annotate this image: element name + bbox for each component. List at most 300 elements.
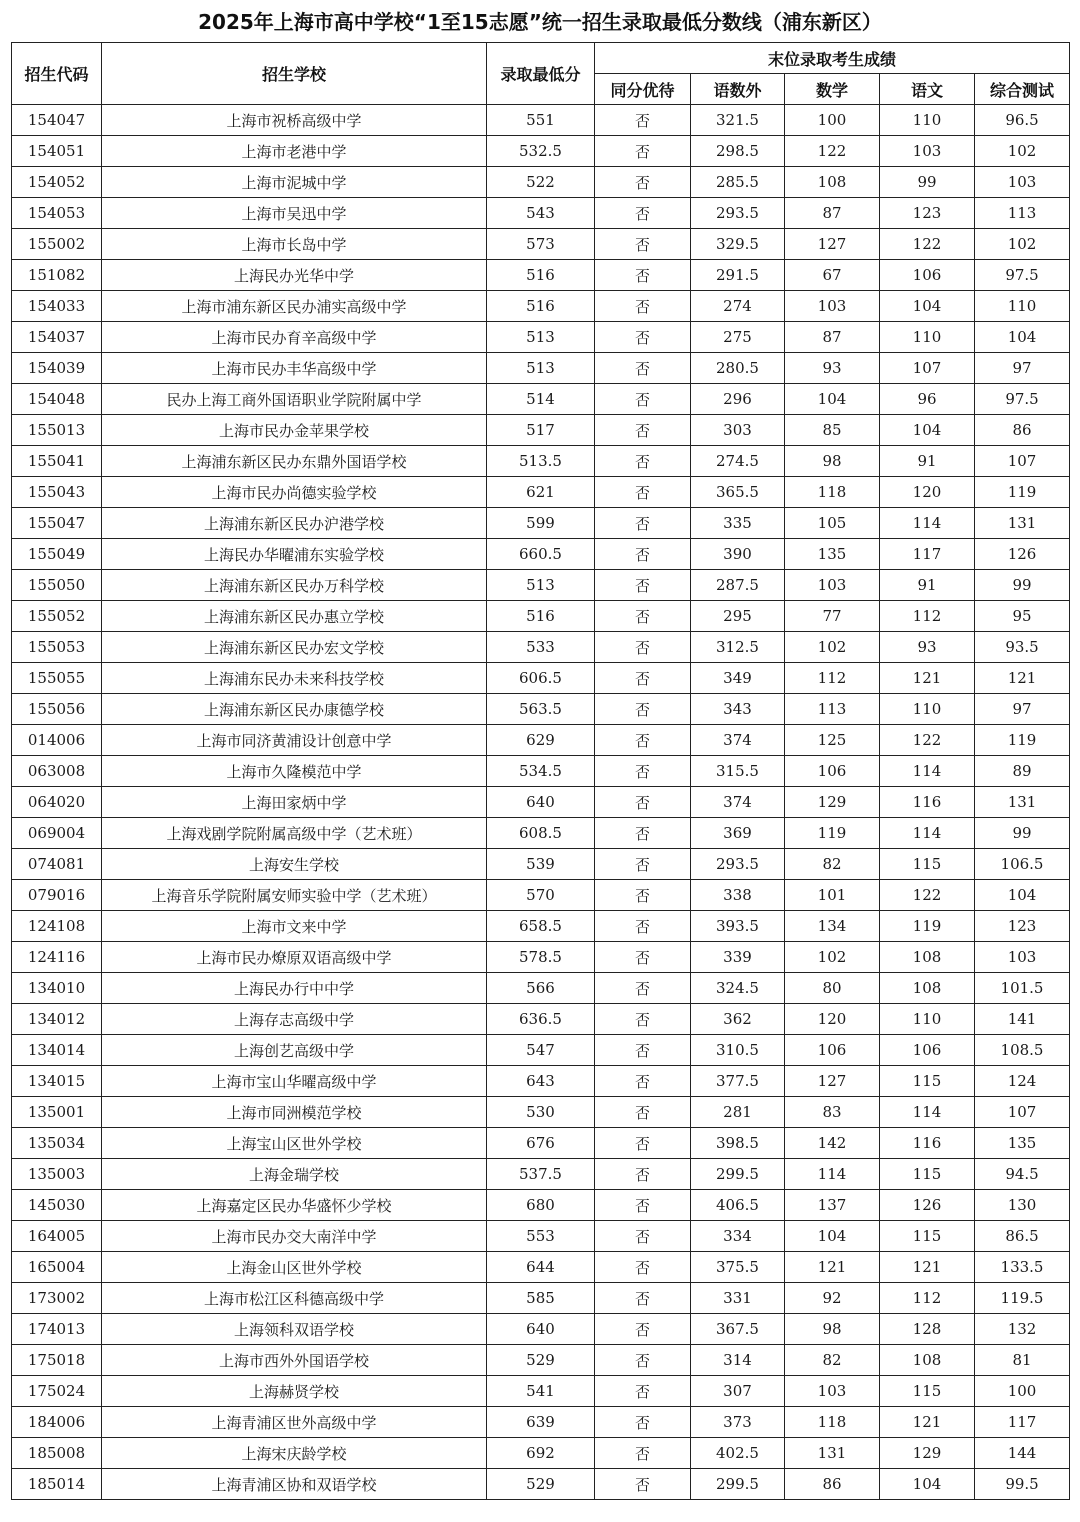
cell-min-score: 692 (487, 1438, 595, 1469)
cell-code: 151082 (12, 260, 102, 291)
cell-math: 98 (785, 1314, 880, 1345)
cell-chinese: 93 (880, 632, 975, 663)
cell-math: 131 (785, 1438, 880, 1469)
cell-chinese-math-english: 274 (691, 291, 785, 322)
cell-code: 155052 (12, 601, 102, 632)
cell-chinese-math-english: 315.5 (691, 756, 785, 787)
cell-tie-priority: 否 (595, 353, 691, 384)
cell-chinese: 107 (880, 353, 975, 384)
cell-min-score: 553 (487, 1221, 595, 1252)
cell-tie-priority: 否 (595, 1438, 691, 1469)
cell-code: 175018 (12, 1345, 102, 1376)
cell-math: 125 (785, 725, 880, 756)
table-header (12, 43, 1070, 105)
cell-comprehensive-test: 133.5 (975, 1252, 1070, 1283)
cell-code: 074081 (12, 849, 102, 880)
cell-comprehensive-test: 99.5 (975, 1469, 1070, 1500)
cell-comprehensive-test: 126 (975, 539, 1070, 570)
cell-chinese: 104 (880, 1469, 975, 1500)
cell-school: 上海民办华曜浦东实验学校 (102, 539, 487, 570)
cell-code: 155002 (12, 229, 102, 260)
cell-code: 155049 (12, 539, 102, 570)
cell-min-score: 529 (487, 1469, 595, 1500)
cell-school: 上海市文来中学 (102, 911, 487, 942)
cell-school: 上海宋庆龄学校 (102, 1438, 487, 1469)
cell-comprehensive-test: 100 (975, 1376, 1070, 1407)
header-comprehensive-test: 综合测试 (975, 74, 1070, 105)
cell-school: 上海市民办育辛高级中学 (102, 322, 487, 353)
cell-code: 154048 (12, 384, 102, 415)
cell-comprehensive-test: 95 (975, 601, 1070, 632)
table-row (12, 632, 1070, 663)
cell-chinese-math-english: 291.5 (691, 260, 785, 291)
table-body (12, 105, 1070, 1500)
page-title: 2025年上海市高中学校“1至15志愿”统一招生录取最低分数线（浦东新区） (198, 10, 882, 34)
cell-school: 上海民办行中中学 (102, 973, 487, 1004)
cell-code: 145030 (12, 1190, 102, 1221)
cell-school: 上海市吴迅中学 (102, 198, 487, 229)
cell-code: 134012 (12, 1004, 102, 1035)
cell-tie-priority: 否 (595, 1066, 691, 1097)
cell-tie-priority: 否 (595, 539, 691, 570)
cell-chinese: 104 (880, 415, 975, 446)
cell-school: 上海音乐学院附属安师实验中学（艺术班） (102, 880, 487, 911)
cell-math: 106 (785, 1035, 880, 1066)
cell-math: 137 (785, 1190, 880, 1221)
cell-math: 102 (785, 942, 880, 973)
cell-chinese-math-english: 298.5 (691, 136, 785, 167)
cell-comprehensive-test: 86 (975, 415, 1070, 446)
cell-code: 155055 (12, 663, 102, 694)
cell-math: 92 (785, 1283, 880, 1314)
cell-min-score: 660.5 (487, 539, 595, 570)
cell-comprehensive-test: 110 (975, 291, 1070, 322)
cell-chinese-math-english: 295 (691, 601, 785, 632)
cell-school: 上海浦东新区民办东鼎外国语学校 (102, 446, 487, 477)
cell-math: 101 (785, 880, 880, 911)
cell-chinese-math-english: 362 (691, 1004, 785, 1035)
cell-comprehensive-test: 121 (975, 663, 1070, 694)
cell-tie-priority: 否 (595, 508, 691, 539)
cell-chinese-math-english: 375.5 (691, 1252, 785, 1283)
cell-tie-priority: 否 (595, 787, 691, 818)
cell-chinese: 115 (880, 1376, 975, 1407)
cell-comprehensive-test: 81 (975, 1345, 1070, 1376)
cell-comprehensive-test: 130 (975, 1190, 1070, 1221)
cell-chinese: 122 (880, 725, 975, 756)
cell-tie-priority: 否 (595, 229, 691, 260)
cell-min-score: 534.5 (487, 756, 595, 787)
cell-math: 113 (785, 694, 880, 725)
cell-comprehensive-test: 107 (975, 1097, 1070, 1128)
cell-min-score: 621 (487, 477, 595, 508)
cell-code: 014006 (12, 725, 102, 756)
table-row (12, 1128, 1070, 1159)
table-row (12, 756, 1070, 787)
cell-chinese-math-english: 293.5 (691, 849, 785, 880)
cell-min-score: 516 (487, 601, 595, 632)
header-chinese-math-english: 语数外 (691, 74, 785, 105)
cell-chinese-math-english: 303 (691, 415, 785, 446)
cell-chinese: 119 (880, 911, 975, 942)
cell-chinese: 104 (880, 291, 975, 322)
cell-chinese-math-english: 377.5 (691, 1066, 785, 1097)
cell-school: 上海存志高级中学 (102, 1004, 487, 1035)
cell-comprehensive-test: 99 (975, 570, 1070, 601)
header-math: 数学 (785, 74, 880, 105)
cell-comprehensive-test: 132 (975, 1314, 1070, 1345)
table-row (12, 1252, 1070, 1283)
cell-tie-priority: 否 (595, 477, 691, 508)
cell-chinese: 121 (880, 1407, 975, 1438)
cell-comprehensive-test: 96.5 (975, 105, 1070, 136)
cell-tie-priority: 否 (595, 849, 691, 880)
cell-min-score: 547 (487, 1035, 595, 1066)
cell-math: 102 (785, 632, 880, 663)
cell-chinese: 116 (880, 1128, 975, 1159)
cell-code: 154052 (12, 167, 102, 198)
cell-min-score: 578.5 (487, 942, 595, 973)
cell-comprehensive-test: 97 (975, 353, 1070, 384)
cell-code: 134010 (12, 973, 102, 1004)
cell-math: 103 (785, 570, 880, 601)
admission-score-table (11, 42, 1070, 1500)
cell-chinese: 114 (880, 508, 975, 539)
table-row (12, 1469, 1070, 1500)
cell-tie-priority: 否 (595, 1097, 691, 1128)
table-row (12, 353, 1070, 384)
cell-min-score: 530 (487, 1097, 595, 1128)
table-row (12, 1376, 1070, 1407)
cell-school: 上海浦东新区民办沪港学校 (102, 508, 487, 539)
cell-chinese-math-english: 338 (691, 880, 785, 911)
cell-math: 86 (785, 1469, 880, 1500)
cell-chinese-math-english: 312.5 (691, 632, 785, 663)
header-code: 招生代码 (12, 43, 102, 105)
cell-tie-priority: 否 (595, 1128, 691, 1159)
cell-min-score: 563.5 (487, 694, 595, 725)
cell-tie-priority: 否 (595, 167, 691, 198)
cell-chinese-math-english: 324.5 (691, 973, 785, 1004)
cell-chinese-math-english: 365.5 (691, 477, 785, 508)
cell-math: 82 (785, 849, 880, 880)
cell-chinese: 112 (880, 1283, 975, 1314)
cell-chinese-math-english: 281 (691, 1097, 785, 1128)
cell-code: 173002 (12, 1283, 102, 1314)
cell-tie-priority: 否 (595, 663, 691, 694)
cell-code: 185014 (12, 1469, 102, 1500)
table-row (12, 105, 1070, 136)
table-row (12, 136, 1070, 167)
cell-chinese-math-english: 321.5 (691, 105, 785, 136)
cell-math: 121 (785, 1252, 880, 1283)
cell-tie-priority: 否 (595, 1190, 691, 1221)
cell-comprehensive-test: 89 (975, 756, 1070, 787)
cell-math: 83 (785, 1097, 880, 1128)
cell-math: 108 (785, 167, 880, 198)
cell-school: 上海市民办交大南洋中学 (102, 1221, 487, 1252)
cell-math: 118 (785, 477, 880, 508)
cell-tie-priority: 否 (595, 322, 691, 353)
cell-comprehensive-test: 104 (975, 322, 1070, 353)
cell-min-score: 513 (487, 322, 595, 353)
cell-school: 上海宝山区世外学校 (102, 1128, 487, 1159)
cell-math: 85 (785, 415, 880, 446)
cell-chinese: 110 (880, 105, 975, 136)
cell-min-score: 570 (487, 880, 595, 911)
cell-code: 184006 (12, 1407, 102, 1438)
cell-tie-priority: 否 (595, 1252, 691, 1283)
cell-tie-priority: 否 (595, 384, 691, 415)
cell-code: 154047 (12, 105, 102, 136)
cell-chinese: 96 (880, 384, 975, 415)
cell-math: 80 (785, 973, 880, 1004)
table-row (12, 1345, 1070, 1376)
cell-min-score: 533 (487, 632, 595, 663)
cell-tie-priority: 否 (595, 1314, 691, 1345)
table-row (12, 1004, 1070, 1035)
cell-math: 118 (785, 1407, 880, 1438)
cell-chinese: 122 (880, 229, 975, 260)
cell-tie-priority: 否 (595, 880, 691, 911)
header-last-admitted-group: 末位录取考生成绩 (595, 43, 1070, 74)
cell-chinese: 91 (880, 446, 975, 477)
table-row (12, 942, 1070, 973)
cell-school: 上海青浦区协和双语学校 (102, 1469, 487, 1500)
cell-code: 135003 (12, 1159, 102, 1190)
cell-tie-priority: 否 (595, 446, 691, 477)
table-row (12, 1097, 1070, 1128)
cell-chinese-math-english: 374 (691, 725, 785, 756)
cell-code: 154037 (12, 322, 102, 353)
cell-code: 064020 (12, 787, 102, 818)
cell-tie-priority: 否 (595, 1035, 691, 1066)
cell-min-score: 522 (487, 167, 595, 198)
table-row (12, 198, 1070, 229)
cell-chinese: 126 (880, 1190, 975, 1221)
cell-math: 127 (785, 229, 880, 260)
cell-min-score: 537.5 (487, 1159, 595, 1190)
cell-chinese: 128 (880, 1314, 975, 1345)
cell-code: 155050 (12, 570, 102, 601)
cell-code: 154051 (12, 136, 102, 167)
cell-chinese: 115 (880, 849, 975, 880)
cell-school: 上海市西外外国语学校 (102, 1345, 487, 1376)
cell-min-score: 643 (487, 1066, 595, 1097)
cell-tie-priority: 否 (595, 818, 691, 849)
cell-math: 127 (785, 1066, 880, 1097)
table-row (12, 787, 1070, 818)
cell-min-score: 541 (487, 1376, 595, 1407)
cell-chinese: 116 (880, 787, 975, 818)
cell-chinese-math-english: 402.5 (691, 1438, 785, 1469)
cell-min-score: 513 (487, 353, 595, 384)
cell-min-score: 608.5 (487, 818, 595, 849)
cell-code: 154053 (12, 198, 102, 229)
cell-school: 上海市同洲模范学校 (102, 1097, 487, 1128)
cell-chinese-math-english: 293.5 (691, 198, 785, 229)
table-row (12, 446, 1070, 477)
cell-chinese-math-english: 374 (691, 787, 785, 818)
cell-code: 175024 (12, 1376, 102, 1407)
cell-comprehensive-test: 119.5 (975, 1283, 1070, 1314)
cell-min-score: 516 (487, 260, 595, 291)
cell-chinese-math-english: 299.5 (691, 1159, 785, 1190)
cell-math: 120 (785, 1004, 880, 1035)
cell-math: 77 (785, 601, 880, 632)
cell-school: 上海市宝山华曜高级中学 (102, 1066, 487, 1097)
cell-min-score: 636.5 (487, 1004, 595, 1035)
cell-min-score: 543 (487, 198, 595, 229)
table-row (12, 570, 1070, 601)
cell-tie-priority: 否 (595, 570, 691, 601)
cell-school: 上海戏剧学院附属高级中学（艺术班） (102, 818, 487, 849)
cell-math: 67 (785, 260, 880, 291)
cell-school: 上海市浦东新区民办浦实高级中学 (102, 291, 487, 322)
cell-chinese-math-english: 285.5 (691, 167, 785, 198)
cell-tie-priority: 否 (595, 1345, 691, 1376)
table-row (12, 508, 1070, 539)
cell-chinese-math-english: 274.5 (691, 446, 785, 477)
cell-chinese: 122 (880, 880, 975, 911)
cell-comprehensive-test: 93.5 (975, 632, 1070, 663)
cell-school: 上海金瑞学校 (102, 1159, 487, 1190)
cell-min-score: 640 (487, 1314, 595, 1345)
cell-code: 164005 (12, 1221, 102, 1252)
table-row (12, 694, 1070, 725)
cell-min-score: 629 (487, 725, 595, 756)
cell-tie-priority: 否 (595, 973, 691, 1004)
cell-tie-priority: 否 (595, 942, 691, 973)
cell-chinese-math-english: 299.5 (691, 1469, 785, 1500)
cell-tie-priority: 否 (595, 1221, 691, 1252)
cell-school: 上海市民办金苹果学校 (102, 415, 487, 446)
cell-chinese: 110 (880, 322, 975, 353)
cell-tie-priority: 否 (595, 1469, 691, 1500)
cell-chinese: 121 (880, 1252, 975, 1283)
cell-chinese-math-english: 310.5 (691, 1035, 785, 1066)
cell-math: 103 (785, 1376, 880, 1407)
cell-code: 155043 (12, 477, 102, 508)
cell-chinese-math-english: 373 (691, 1407, 785, 1438)
cell-chinese: 91 (880, 570, 975, 601)
table-row (12, 911, 1070, 942)
cell-school: 上海青浦区世外高级中学 (102, 1407, 487, 1438)
cell-math: 105 (785, 508, 880, 539)
cell-chinese-math-english: 275 (691, 322, 785, 353)
cell-code: 155053 (12, 632, 102, 663)
cell-tie-priority: 否 (595, 415, 691, 446)
cell-school: 上海市长岛中学 (102, 229, 487, 260)
cell-tie-priority: 否 (595, 105, 691, 136)
cell-school: 上海浦东民办未来科技学校 (102, 663, 487, 694)
cell-comprehensive-test: 106.5 (975, 849, 1070, 880)
cell-math: 87 (785, 322, 880, 353)
cell-school: 上海浦东新区民办惠立学校 (102, 601, 487, 632)
cell-chinese-math-english: 331 (691, 1283, 785, 1314)
cell-math: 87 (785, 198, 880, 229)
cell-school: 上海市祝桥高级中学 (102, 105, 487, 136)
cell-code: 155056 (12, 694, 102, 725)
cell-tie-priority: 否 (595, 694, 691, 725)
cell-min-score: 513.5 (487, 446, 595, 477)
cell-chinese-math-english: 393.5 (691, 911, 785, 942)
cell-chinese: 108 (880, 1345, 975, 1376)
cell-chinese-math-english: 314 (691, 1345, 785, 1376)
cell-comprehensive-test: 119 (975, 477, 1070, 508)
cell-math: 104 (785, 1221, 880, 1252)
cell-comprehensive-test: 97 (975, 694, 1070, 725)
cell-chinese: 110 (880, 1004, 975, 1035)
cell-code: 134014 (12, 1035, 102, 1066)
cell-comprehensive-test: 123 (975, 911, 1070, 942)
cell-min-score: 529 (487, 1345, 595, 1376)
cell-chinese-math-english: 307 (691, 1376, 785, 1407)
cell-school: 上海金山区世外学校 (102, 1252, 487, 1283)
cell-school: 上海市民办尚德实验学校 (102, 477, 487, 508)
cell-chinese-math-english: 367.5 (691, 1314, 785, 1345)
table-row (12, 973, 1070, 1004)
table-row (12, 1314, 1070, 1345)
cell-chinese: 115 (880, 1159, 975, 1190)
cell-comprehensive-test: 131 (975, 787, 1070, 818)
cell-school: 上海浦东新区民办宏文学校 (102, 632, 487, 663)
cell-chinese: 117 (880, 539, 975, 570)
table-row (12, 477, 1070, 508)
cell-min-score: 551 (487, 105, 595, 136)
header-tie-priority: 同分优待 (595, 74, 691, 105)
cell-school: 上海市泥城中学 (102, 167, 487, 198)
cell-chinese-math-english: 390 (691, 539, 785, 570)
cell-code: 124116 (12, 942, 102, 973)
cell-code: 134015 (12, 1066, 102, 1097)
table-row (12, 384, 1070, 415)
cell-min-score: 573 (487, 229, 595, 260)
table-row (12, 260, 1070, 291)
cell-min-score: 640 (487, 787, 595, 818)
cell-code: 185008 (12, 1438, 102, 1469)
cell-tie-priority: 否 (595, 1004, 691, 1035)
cell-chinese: 115 (880, 1066, 975, 1097)
cell-min-score: 606.5 (487, 663, 595, 694)
cell-math: 103 (785, 291, 880, 322)
cell-math: 135 (785, 539, 880, 570)
table-row (12, 818, 1070, 849)
header-min-score: 录取最低分 (487, 43, 595, 105)
cell-tie-priority: 否 (595, 1283, 691, 1314)
cell-min-score: 532.5 (487, 136, 595, 167)
table-row (12, 167, 1070, 198)
cell-tie-priority: 否 (595, 601, 691, 632)
cell-chinese-math-english: 339 (691, 942, 785, 973)
table-row (12, 415, 1070, 446)
table-row (12, 1283, 1070, 1314)
cell-chinese: 110 (880, 694, 975, 725)
cell-code: 155041 (12, 446, 102, 477)
cell-min-score: 566 (487, 973, 595, 1004)
cell-min-score: 639 (487, 1407, 595, 1438)
cell-chinese-math-english: 280.5 (691, 353, 785, 384)
cell-chinese: 103 (880, 136, 975, 167)
header-chinese: 语文 (880, 74, 975, 105)
cell-min-score: 539 (487, 849, 595, 880)
cell-math: 122 (785, 136, 880, 167)
cell-school: 上海安生学校 (102, 849, 487, 880)
cell-min-score: 516 (487, 291, 595, 322)
table-row (12, 291, 1070, 322)
cell-math: 82 (785, 1345, 880, 1376)
cell-school: 上海市老港中学 (102, 136, 487, 167)
